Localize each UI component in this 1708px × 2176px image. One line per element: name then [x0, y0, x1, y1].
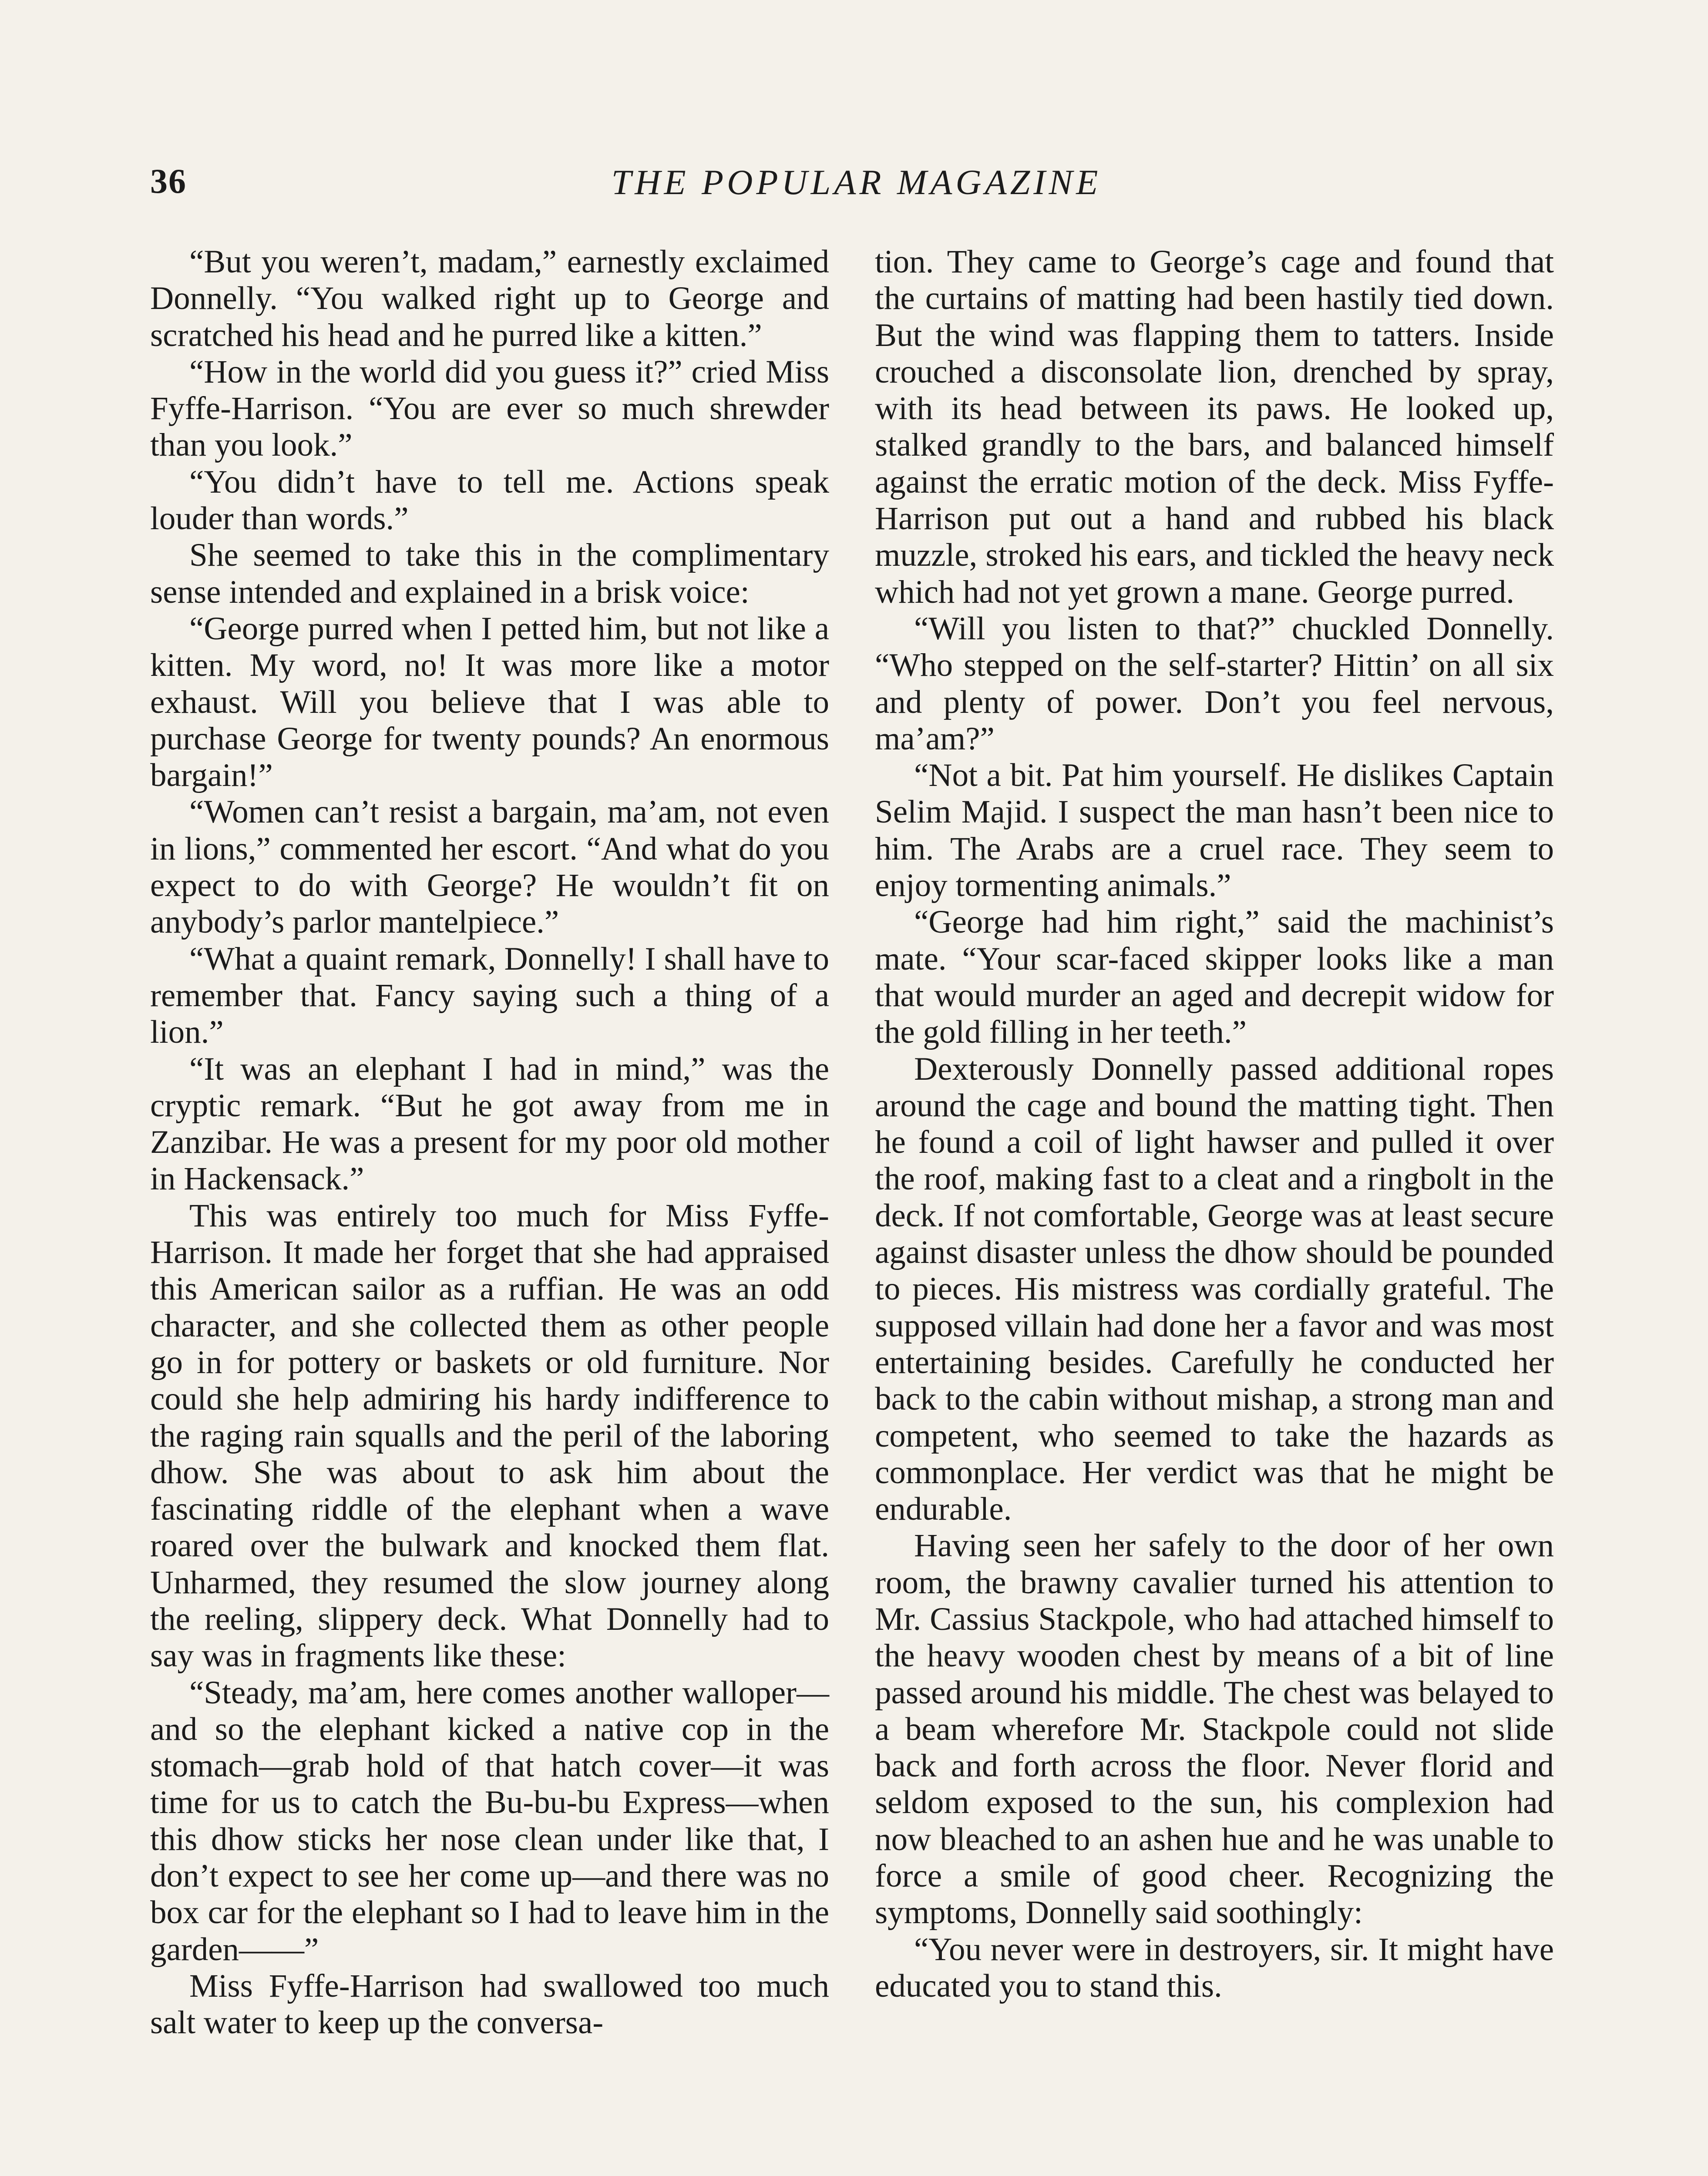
paragraph: “George had him right,” said the machinist’s mate. “Your scar-faced skipper looks like a man that would murder an aged and decrepit widow for the gold filling in her teeth.” — [875, 904, 1554, 1051]
running-head — [150, 162, 1563, 214]
paragraph: “But you weren’t, madam,” earnestly exclaimed Donnelly. “You walked right up to George and scratched his head and he purred like a kitten.” — [150, 244, 829, 353]
paragraph: “How in the world did you guess it?” cried Miss Fyffe-Harrison. “You are ever so much shrewder than you look.” — [150, 353, 829, 463]
page-number: 36 — [150, 162, 187, 201]
paragraph: “You never were in destroyers, sir. It might have educated you to stand this. — [875, 1931, 1554, 2004]
paragraph: This was entirely too much for Miss Fyffe-Harrison. It made her forget that she had appraised this American sailor as a ruffian. He was an odd character, and she collected them as other people go in for pottery or baskets or old furniture. Nor could she help admiring his hardy indifference to the raging rain squalls and the peril of the laboring dhow. She was about to ask him about the fascinating riddle of the elephant when a wave roared over the bulwark and knocked them flat. Unharmed, they resumed the slow journey along the reeling, slippery deck. What Donnelly had to say was in fragments like these: — [150, 1197, 829, 1674]
left-column — [150, 244, 829, 2042]
paragraph: “It was an elephant I had in mind,” was the cryptic remark. “But he got away from me in Zanzibar. He was a present for my poor old mother in Hackensack.” — [150, 1051, 829, 1197]
magazine-title: THE POPULAR MAGAZINE — [611, 162, 1102, 202]
paragraph: Miss Fyffe-Harrison had swallowed too much salt water to keep up the conversa- — [150, 1968, 829, 2041]
paragraph: “Women can’t resist a bargain, ma’am, not even in lions,” commented her escort. “And what do you expect to do with George? He wouldn’t fit on anybody’s parlor mantelpiece.” — [150, 794, 829, 940]
paragraph: Having seen her safely to the door of her own room, the brawny cavalier turned his attention to Mr. Cassius Stackpole, who had attached himself to the heavy wooden chest by means of a bit of line passed around his middle. The chest was belayed to a beam wherefore Mr. Stackpole could not slide back and forth across the floor. Never florid and seldom exposed to the sun, his complexion had now bleached to an ashen hue and he was unable to force a smile of good cheer. Recognizing the symptoms, Donnelly said soothingly: — [875, 1528, 1554, 1931]
paragraph: “George purred when I petted him, but not like a kitten. My word, no! It was more like a motor exhaust. Will you believe that I was able to purchase George for twenty pounds? An enormous bargain!” — [150, 610, 829, 794]
paragraph: “Will you listen to that?” chuckled Donnelly. “Who stepped on the self-starter? Hittin’ on all six and plenty of power. Don’t you feel nervous, ma’am?” — [875, 610, 1554, 757]
right-column — [875, 244, 1554, 2005]
paragraph: “Not a bit. Pat him yourself. He dislikes Captain Selim Majid. I suspect the man hasn’t been nice to him. The Arabs are a cruel race. They seem to enjoy tormenting animals.” — [875, 757, 1554, 904]
paragraph: “What a quaint remark, Donnelly! I shall have to remember that. Fancy saying such a thing of a lion.” — [150, 940, 829, 1051]
paragraph-continuation: tion. They came to George’s cage and found that the curtains of matting had been hastily tied down. But the wind was flapping them to tatters. Inside crouched a disconsolate lion, drenched by spray, with its head between its paws. He looked up, stalked grandly to the bars, and balanced himself against the erratic motion of the deck. Miss Fyffe-Harrison put out a hand and rubbed his black muzzle, stroked his ears, and tickled the heavy neck which had not yet grown a mane. George purred. — [875, 244, 1554, 610]
paragraph: Dexterously Donnelly passed additional ropes around the cage and bound the matting tight. Then he found a coil of light hawser and pulled it over the roof, making fast to a cleat and a ringbolt in the deck. If not comfortable, George was at least secure against disaster unless the dhow should be pounded to pieces. His mistress was cordially grateful. The supposed villain had done her a favor and was most entertaining besides. Carefully he conducted her back to the cabin without mishap, a strong man and competent, who seemed to take the hazards as commonplace. Her verdict was that he might be endurable. — [875, 1051, 1554, 1528]
paragraph: She seemed to take this in the complimentary sense intended and explained in a brisk voice: — [150, 537, 829, 610]
paragraph: “Steady, ma’am, here comes another walloper—and so the elephant kicked a native cop in the stomach—grab hold of that hatch cover—it was time for us to catch the Bu-bu-bu Express—when this dhow sticks her nose clean under like that, I don’t expect to see her come up—and there was no box car for the elephant so I had to leave him in the garden——” — [150, 1674, 829, 1968]
paragraph: “You didn’t have to tell me. Actions speak louder than words.” — [150, 463, 829, 537]
